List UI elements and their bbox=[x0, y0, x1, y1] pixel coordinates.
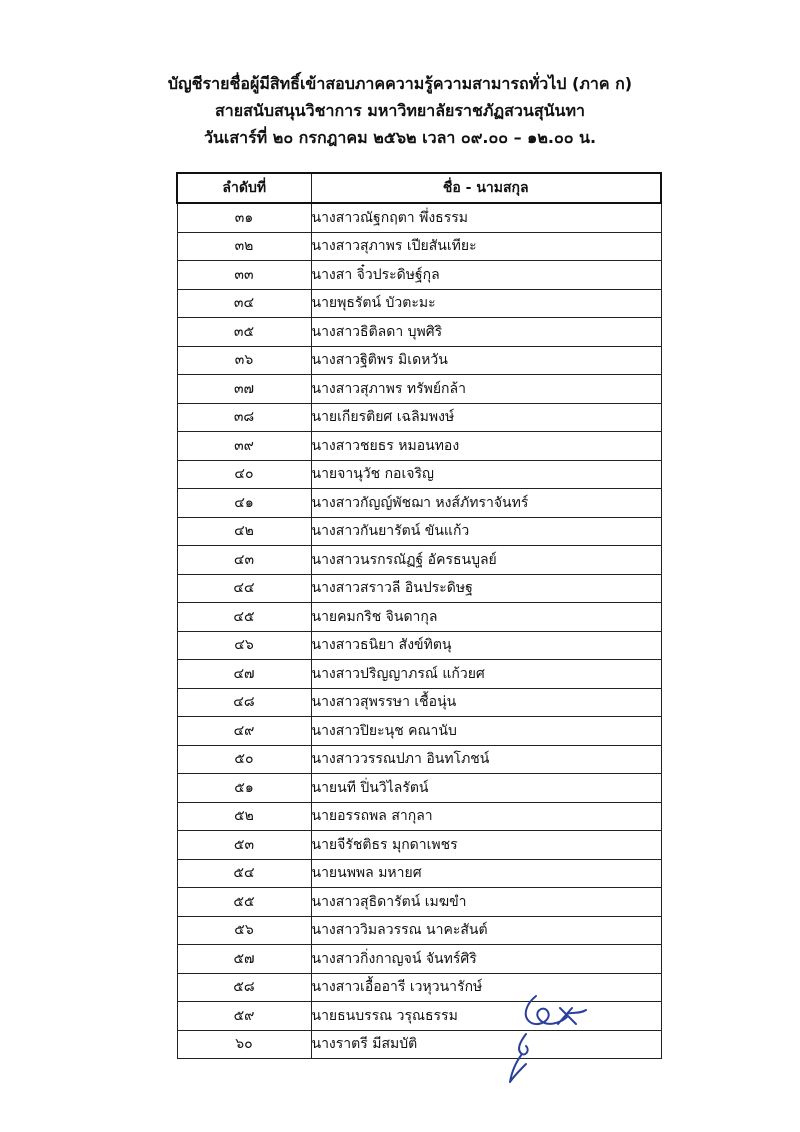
table-row bbox=[177, 688, 661, 717]
row-number: ๕๘ bbox=[177, 973, 311, 1002]
row-number: ๕๑ bbox=[177, 774, 311, 803]
row-number: ๓๖ bbox=[177, 346, 311, 375]
row-number: ๓๑ bbox=[177, 203, 311, 232]
column-header-name: ชื่อ - นามสกุล bbox=[311, 173, 661, 203]
candidate-name: นางสาวสุพรรษา เชื้อนุ่น bbox=[311, 688, 661, 717]
row-number: ๔๓ bbox=[177, 546, 311, 575]
row-number: ๕๕ bbox=[177, 888, 311, 917]
table-header-row bbox=[177, 173, 661, 203]
candidate-name: นางสาวสุภาพร เปียสันเทียะ bbox=[311, 232, 661, 261]
candidate-name: นางสาวปิยะนุช คณานับ bbox=[311, 717, 661, 746]
table-row bbox=[177, 517, 661, 546]
table-row bbox=[177, 346, 661, 375]
row-number: ๔๙ bbox=[177, 717, 311, 746]
table-row bbox=[177, 318, 661, 347]
table-row bbox=[177, 859, 661, 888]
table-row bbox=[177, 489, 661, 518]
candidate-name: นางราตรี มีสมบัติ bbox=[311, 1030, 661, 1059]
table-row bbox=[177, 403, 661, 432]
table-row bbox=[177, 831, 661, 860]
candidate-name: นางสาววรรณปภา อินทโภชน์ bbox=[311, 745, 661, 774]
table-row bbox=[177, 232, 661, 261]
table-row bbox=[177, 574, 661, 603]
candidate-name: นางสาวปริญญาภรณ์ แก้วยศ bbox=[311, 660, 661, 689]
table-row bbox=[177, 289, 661, 318]
row-number: ๕๔ bbox=[177, 859, 311, 888]
table-row bbox=[177, 460, 661, 489]
table-row bbox=[177, 631, 661, 660]
candidate-name: นายพุธรัตน์ บัวตะมะ bbox=[311, 289, 661, 318]
table-row bbox=[177, 203, 661, 232]
row-number: ๓๙ bbox=[177, 432, 311, 461]
row-number: ๕๙ bbox=[177, 1002, 311, 1031]
row-number: ๓๒ bbox=[177, 232, 311, 261]
candidate-name: นางสาวธิติลดา บุพศิริ bbox=[311, 318, 661, 347]
document-header bbox=[0, 70, 800, 151]
candidate-name: นางสา จิ๋วประดิษฐ์กุล bbox=[311, 261, 661, 290]
row-number: ๔๒ bbox=[177, 517, 311, 546]
table-row bbox=[177, 802, 661, 831]
candidate-name: นายจีรัชติธร มุกดาเพชร bbox=[311, 831, 661, 860]
row-number: ๖๐ bbox=[177, 1030, 311, 1059]
row-number: ๔๑ bbox=[177, 489, 311, 518]
row-number: ๔๔ bbox=[177, 574, 311, 603]
table-row bbox=[177, 745, 661, 774]
table-row bbox=[177, 888, 661, 917]
row-number: ๓๔ bbox=[177, 289, 311, 318]
candidate-name: นายธนบรรณ วรุณธรรม bbox=[311, 1002, 661, 1031]
table-row bbox=[177, 916, 661, 945]
table-row bbox=[177, 945, 661, 974]
row-number: ๔๕ bbox=[177, 603, 311, 632]
candidate-name: นางสาวสุภาพร ทรัพย์กล้า bbox=[311, 375, 661, 404]
row-number: ๕๐ bbox=[177, 745, 311, 774]
row-number: ๕๒ bbox=[177, 802, 311, 831]
candidate-name: นางสาวเอื้ออารี เวหุวนารักษ์ bbox=[311, 973, 661, 1002]
table-row bbox=[177, 261, 661, 290]
row-number: ๓๕ bbox=[177, 318, 311, 347]
candidate-name: นายอรรถพล สากุลา bbox=[311, 802, 661, 831]
table-row bbox=[177, 546, 661, 575]
candidate-name: นางสาวกิ่งกาญจน์ จันทร์ศิริ bbox=[311, 945, 661, 974]
table-row bbox=[177, 603, 661, 632]
candidate-name: นางสาวฐิติพร มิเดหวัน bbox=[311, 346, 661, 375]
candidate-name: นายคมกริช จินดากุล bbox=[311, 603, 661, 632]
exam-date-time: วันเสาร์ที่ ๒๐ กรกฎาคม ๒๕๖๒ เวลา ๐๙.๐๐ – ๑๒.๐๐ น. bbox=[203, 128, 597, 147]
table-body bbox=[177, 203, 661, 1059]
candidate-name: นางสาวสุธิดารัตน์ เมฆขำ bbox=[311, 888, 661, 917]
candidate-name: นางสาววิมลวรรณ นาคะสันต์ bbox=[311, 916, 661, 945]
row-number: ๓๘ bbox=[177, 403, 311, 432]
candidate-name: นางสาวธนิยา สังข์ทิตนุ bbox=[311, 631, 661, 660]
candidate-name: นางสาวกัญญ์พัชฌา หงส์ภัทราจันทร์ bbox=[311, 489, 661, 518]
candidate-name: นางสาวสราวลี อินประดิษฐ bbox=[311, 574, 661, 603]
row-number: ๔๖ bbox=[177, 631, 311, 660]
row-number: ๓๗ bbox=[177, 375, 311, 404]
table-row bbox=[177, 774, 661, 803]
candidate-name: นายนพพล มหายศ bbox=[311, 859, 661, 888]
candidate-name: นายจานุวัช กอเจริญ bbox=[311, 460, 661, 489]
candidate-table bbox=[176, 172, 662, 1059]
row-number: ๔๐ bbox=[177, 460, 311, 489]
row-number: ๔๘ bbox=[177, 688, 311, 717]
candidate-name: นางสาวนรกรณัฏฐ์ อัครธนบูลย์ bbox=[311, 546, 661, 575]
candidate-name: นางสาวชยธร หมอนทอง bbox=[311, 432, 661, 461]
candidate-name: นายนที ปิ่นวิไลรัตน์ bbox=[311, 774, 661, 803]
column-header-number: ลำดับที่ bbox=[177, 173, 311, 203]
row-number: ๓๓ bbox=[177, 261, 311, 290]
document-subtitle: สายสนับสนุนวิชาการ มหาวิทยาลัยราชภัฏสวนสุนันทา bbox=[214, 101, 586, 120]
row-number: ๕๓ bbox=[177, 831, 311, 860]
table-row bbox=[177, 375, 661, 404]
candidate-name: นางสาวณัฐกฤตา พึ่งธรรม bbox=[311, 203, 661, 232]
candidate-name: นายเกียรติยศ เฉลิมพงษ์ bbox=[311, 403, 661, 432]
row-number: ๕๗ bbox=[177, 945, 311, 974]
row-number: ๕๖ bbox=[177, 916, 311, 945]
candidate-name: นางสาวกันยารัตน์ ขันแก้ว bbox=[311, 517, 661, 546]
table-row bbox=[177, 432, 661, 461]
table-row bbox=[177, 660, 661, 689]
row-number: ๔๗ bbox=[177, 660, 311, 689]
document-title: บัญชีรายชื่อผู้มีสิทธิ์เข้าสอบภาคความรู้ความสามารถทั่วไป (ภาค ก) bbox=[167, 74, 633, 93]
table-row bbox=[177, 717, 661, 746]
signature-mark bbox=[496, 990, 606, 1090]
